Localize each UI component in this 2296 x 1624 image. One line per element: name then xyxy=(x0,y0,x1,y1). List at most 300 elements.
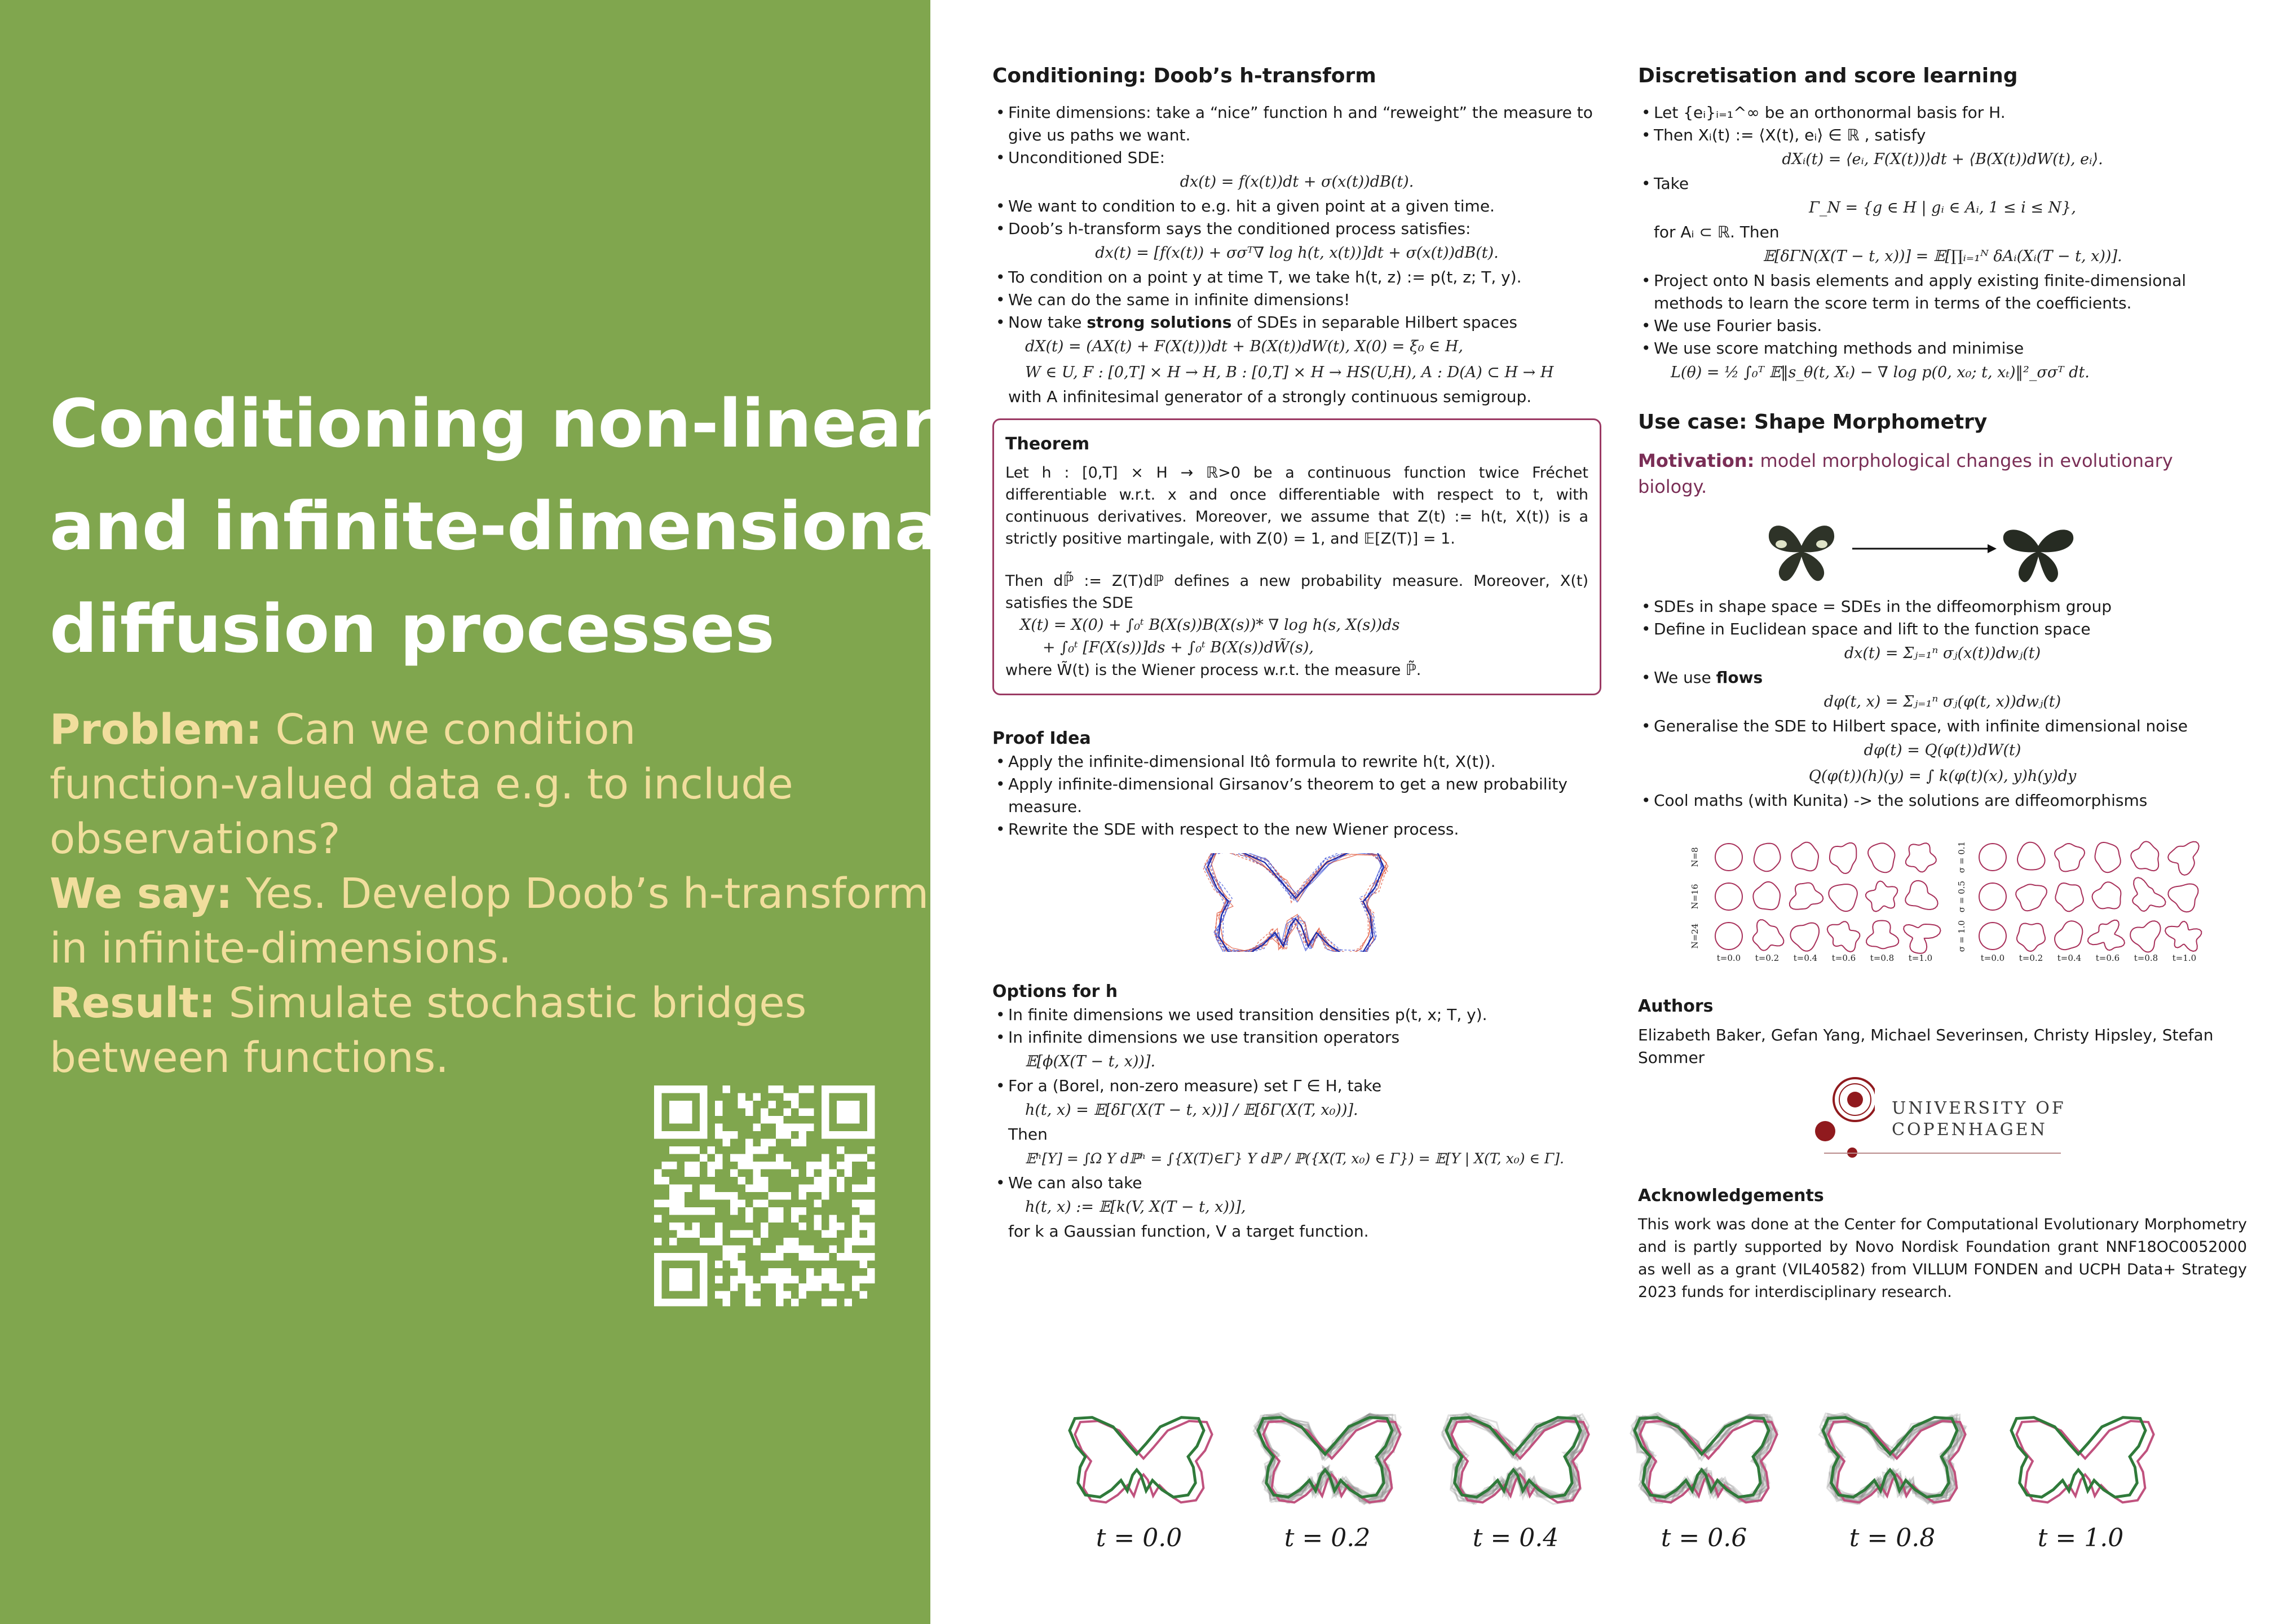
qr-module xyxy=(822,1154,829,1162)
qr-module xyxy=(791,1093,799,1101)
qr-module xyxy=(753,1162,761,1170)
qr-module xyxy=(822,1177,829,1185)
equation: L(θ) = ½ ∫₀ᵀ 𝔼‖s_θ(t, Xₜ) − ∇ log p(0, x₀; t, xₜ)‖²_σσᵀ dt. xyxy=(1671,364,2090,381)
qr-module xyxy=(806,1109,814,1116)
sample-path xyxy=(1209,853,1381,952)
qr-module xyxy=(837,1146,845,1154)
qr-module xyxy=(806,1170,814,1177)
deformed-circle xyxy=(1904,924,1941,954)
qr-module xyxy=(715,1101,723,1109)
result-text: between functions. xyxy=(50,1034,449,1082)
doob-note: with A infinitesimal generator of a strongly continuous semigroup. xyxy=(1008,387,1532,406)
qr-module xyxy=(776,1215,784,1223)
equation: dφ(t, x) = Σⱼ₌₁ⁿ σⱼ(φ(t, x))dwⱼ(t) xyxy=(1823,693,2061,710)
qr-module xyxy=(791,1101,799,1109)
qr-module xyxy=(761,1116,769,1124)
section-heading-options: Options for h xyxy=(992,982,1118,1001)
section-heading-acknowledgements: Acknowledgements xyxy=(1638,1186,1824,1206)
discretisation-text: for Aᵢ ⊂ ℝ. Then xyxy=(1654,223,1780,241)
qr-module xyxy=(677,1207,685,1215)
qr-finder xyxy=(669,1268,692,1291)
qr-module xyxy=(662,1177,670,1185)
qr-module xyxy=(814,1177,822,1185)
qr-module xyxy=(753,1185,761,1193)
qr-module xyxy=(867,1146,875,1154)
grid-sigma-label: σ = 1.0 xyxy=(1957,920,1967,952)
deformed-circle xyxy=(2017,842,2045,870)
qr-module xyxy=(860,1253,868,1261)
bridge-frame xyxy=(1631,1413,1778,1503)
deformed-circle xyxy=(2055,844,2085,872)
qr-module xyxy=(769,1116,776,1124)
qr-module xyxy=(814,1253,822,1261)
qr-module xyxy=(761,1223,769,1230)
grid-time-label: t=1.0 xyxy=(1908,953,1933,963)
qr-module xyxy=(738,1261,746,1269)
deformed-circle xyxy=(1753,920,1784,950)
qr-module xyxy=(867,1177,875,1185)
qr-module xyxy=(761,1109,769,1116)
qr-module xyxy=(822,1185,829,1193)
options-bullets xyxy=(992,1172,1601,1194)
deformed-circle xyxy=(1905,881,1938,910)
problem-label: Problem: xyxy=(50,705,262,754)
qr-module xyxy=(738,1200,746,1208)
butterfly-bridge-strip xyxy=(1049,1393,2176,1562)
grid-time-label: t=0.8 xyxy=(1870,953,1895,963)
qr-module xyxy=(776,1246,784,1254)
qr-module xyxy=(745,1207,753,1215)
qr-module xyxy=(776,1124,784,1132)
qr-module xyxy=(791,1246,799,1254)
qr-module xyxy=(867,1268,875,1276)
qr-module xyxy=(761,1162,769,1170)
problem-text: observations? xyxy=(50,815,341,863)
qr-module xyxy=(685,1170,692,1177)
qr-module xyxy=(669,1146,677,1154)
qr-module xyxy=(837,1253,845,1261)
options-note: for k a Gaussian function, V a target function. xyxy=(1008,1222,1369,1241)
arrow-head xyxy=(1988,544,1997,553)
qr-module xyxy=(669,1200,677,1208)
equation: dx(t) = [f(x(t)) + σσᵀ∇ log h(t, x(t))]dt + σ(x(t))dB(t). xyxy=(1095,244,1499,262)
qr-module xyxy=(708,1170,716,1177)
qr-module xyxy=(723,1139,731,1147)
qr-module xyxy=(723,1131,731,1139)
discretisation-bullet: • We use score matching methods and minimise xyxy=(1638,337,2247,360)
deformed-circle xyxy=(2168,842,2199,875)
result-text: Simulate stochastic bridges xyxy=(228,979,807,1027)
qr-module xyxy=(745,1154,753,1162)
qr-module xyxy=(776,1131,784,1139)
equation: 𝔼[ϕ(X(T − t, x))]. xyxy=(1025,1053,1156,1070)
column-right xyxy=(1638,62,2247,1304)
qr-module xyxy=(776,1299,784,1307)
theorem-text: Let h : [0,T] × H → ℝ>0 be a continuous function twice Fréchet differentiable w.r.t. x and once differentiable with respect to t, with continuous derivatives. Moreover, we assume that Z(t) := h(t, X(t)) is a strictly positive martingale, with Z(0) = 1, and 𝔼[Z(T)] = 1. xyxy=(1005,464,1588,548)
qr-module xyxy=(860,1261,868,1269)
qr-module xyxy=(708,1162,716,1170)
qr-module xyxy=(822,1268,829,1276)
qr-module xyxy=(692,1230,700,1238)
discretisation-bullets xyxy=(1638,102,2247,147)
doob-bullet: • Finite dimensions: take a “nice” function h and “reweight” the measure to give us paths we want. xyxy=(992,102,1601,147)
qr-module xyxy=(677,1192,685,1200)
qr-module xyxy=(860,1276,868,1284)
motivation-text: model morphological changes in evolutionary biology. xyxy=(1638,450,2173,497)
deformed-circle xyxy=(1791,842,1818,871)
qr-module xyxy=(829,1268,837,1276)
qr-module xyxy=(845,1162,853,1170)
qr-module xyxy=(776,1268,784,1276)
qr-module xyxy=(730,1276,738,1284)
qr-module xyxy=(799,1291,807,1299)
qr-module xyxy=(837,1185,845,1193)
deformed-circle xyxy=(1829,884,1857,911)
qr-module xyxy=(829,1170,837,1177)
result-label: Result: xyxy=(50,979,216,1027)
sample-shape xyxy=(1262,1415,1393,1504)
qr-module xyxy=(829,1223,837,1230)
problem-text: Can we condition xyxy=(275,705,636,754)
qr-module xyxy=(852,1215,860,1223)
qr-module xyxy=(685,1207,692,1215)
qr-module xyxy=(745,1162,753,1170)
qr-module xyxy=(654,1215,662,1223)
qr-module xyxy=(669,1192,677,1200)
qr-module xyxy=(814,1200,822,1208)
qr-module xyxy=(806,1283,814,1291)
qr-module xyxy=(708,1207,716,1215)
qr-module xyxy=(799,1109,807,1116)
qr-module xyxy=(776,1276,784,1284)
qr-module xyxy=(867,1200,875,1208)
deformed-circle xyxy=(1866,881,1898,912)
equation: X(t) = X(0) + ∫₀ᵗ B(X(s))B(X(s))* ∇ log h(s, X(s))ds xyxy=(1020,616,1400,634)
qr-module xyxy=(677,1230,685,1238)
equation: 𝔼[δΓN(X(T − t, x))] = 𝔼[∏ᵢ₌₁ᴺ δAᵢ(Xᵢ(T − t, x))]. xyxy=(1763,248,2122,265)
motivation-label: Motivation: xyxy=(1638,450,1755,471)
deformed-circle xyxy=(2130,921,2160,952)
qr-module xyxy=(677,1146,685,1154)
qr-module xyxy=(662,1200,670,1208)
qr-module xyxy=(669,1185,677,1193)
qr-module xyxy=(654,1238,662,1246)
qr-module xyxy=(845,1246,853,1254)
qr-module xyxy=(867,1185,875,1193)
section-heading-proof: Proof Idea xyxy=(992,729,1091,748)
qr-module xyxy=(806,1276,814,1284)
qr-module xyxy=(738,1268,746,1276)
deformed-circle xyxy=(2016,884,2047,911)
title-line: and infinite-dimensional xyxy=(50,487,962,565)
key-claims xyxy=(50,703,929,1085)
qr-module xyxy=(753,1238,761,1246)
equation: W ∈ U, F : [0,T] × H → H, B : [0,T] × H → HS(U,H), A : D(A) ⊂ H → H xyxy=(1025,364,1554,381)
qr-module xyxy=(692,1223,700,1230)
university-seal-icon xyxy=(1813,1076,1875,1160)
qr-module xyxy=(867,1238,875,1246)
grid-time-label: t=0.4 xyxy=(2057,953,2082,963)
qr-module xyxy=(799,1283,807,1291)
qr-module xyxy=(692,1170,700,1177)
title-line: diffusion processes xyxy=(50,590,775,668)
sample-path xyxy=(1210,853,1383,952)
qr-module xyxy=(784,1268,792,1276)
qr-module xyxy=(715,1162,723,1170)
equation: dx(t) = f(x(t))dt + σ(x(t))dB(t). xyxy=(1180,173,1414,191)
qr-module xyxy=(761,1200,769,1208)
qr-module xyxy=(806,1246,814,1254)
bottom-time-label: t = 0.6 xyxy=(1661,1524,1747,1552)
qr-module xyxy=(776,1207,784,1215)
qr-module xyxy=(860,1207,868,1215)
doob-bullet: • Unconditioned SDE: xyxy=(992,147,1601,169)
qr-module xyxy=(700,1192,708,1200)
acknowledgements-text: This work was done at the Center for Computational Evolutionary Morphometry and is partly supported by Novo Nordisk Foundation grant NNF18OC0052000 as well as a grant (VIL40582) from VILLUM FONDEN and UCPH Data+ Strategy 2023 funds for interdisciplinary research. xyxy=(1638,1216,2247,1301)
qr-module xyxy=(860,1185,868,1193)
theorem-text: Then dℙ̃ := Z(T)dℙ defines a new probability measure. Moreover, X(t) satisfies the SDE xyxy=(1005,572,1588,612)
deformed-circle xyxy=(2132,877,2166,911)
qr-module xyxy=(654,1177,662,1185)
grid-time-label: t=0.2 xyxy=(2019,953,2043,963)
qr-module xyxy=(867,1207,875,1215)
qr-module xyxy=(814,1185,822,1193)
wesay-label: We say: xyxy=(50,870,233,918)
deformed-circle xyxy=(1715,923,1742,950)
qr-module xyxy=(769,1253,776,1261)
qr-module xyxy=(860,1238,868,1246)
qr-module xyxy=(799,1253,807,1261)
qr-module xyxy=(730,1200,738,1208)
qr-module xyxy=(677,1185,685,1193)
qr-module xyxy=(738,1230,746,1238)
bridge-frame xyxy=(1819,1413,1966,1504)
equation: + ∫₀ᵗ [F(X(s))]ds + ∫₀ᵗ B(X(s))dW̃(s), xyxy=(1043,639,1314,656)
deformed-circle xyxy=(1868,843,1895,872)
qr-module xyxy=(715,1131,723,1139)
grid-time-label: t=0.6 xyxy=(2095,953,2120,963)
qr-module xyxy=(799,1124,807,1132)
section-heading-doob: Conditioning: Doob’s h-transform xyxy=(992,64,1376,87)
grid-time-label: t=1.0 xyxy=(2172,953,2197,963)
qr-module xyxy=(677,1200,685,1208)
qr-module xyxy=(761,1139,769,1147)
qr-module xyxy=(662,1162,670,1170)
deformed-circle xyxy=(1827,921,1860,952)
doob-bullets xyxy=(992,102,1601,169)
equation: 𝔼ʰ[Y] = ∫Ω Y dℙʰ = ∫{X(T)∈Γ} Y dℙ / ℙ({X(T, x₀) ∈ Γ}) = 𝔼[Y | X(T, x₀) ∈ Γ]. xyxy=(1025,1150,1564,1167)
deformed-circle xyxy=(1753,882,1780,910)
qr-module xyxy=(769,1162,776,1170)
equation: h(t, x) := 𝔼[k(V, X(T − t, x))], xyxy=(1025,1198,1246,1216)
equation: dφ(t) = Q(φ(t))dW(t) xyxy=(1864,742,2021,759)
qr-module xyxy=(730,1131,738,1139)
qr-module xyxy=(769,1276,776,1284)
qr-module xyxy=(806,1124,814,1132)
logo-rule xyxy=(1824,1153,2061,1154)
options-bullet: • We can also take xyxy=(992,1172,1601,1194)
qr-module xyxy=(708,1238,716,1246)
sample-shape xyxy=(1262,1414,1394,1503)
qr-module xyxy=(791,1215,799,1223)
qr-code[interactable] xyxy=(648,1083,880,1308)
qr-module xyxy=(715,1124,723,1132)
qr-module xyxy=(753,1124,761,1132)
doob-bullet: • We want to condition to e.g. hit a given point at a given time. xyxy=(992,195,1601,218)
deformed-circle xyxy=(2017,924,2045,952)
qr-module xyxy=(867,1276,875,1284)
qr-module xyxy=(723,1253,731,1261)
grid-sigma-label: σ = 0.5 xyxy=(1957,880,1967,913)
qr-module xyxy=(829,1215,837,1223)
qr-module xyxy=(745,1215,753,1223)
qr-module xyxy=(776,1283,784,1291)
deformed-circle xyxy=(2092,882,2121,908)
sample-path xyxy=(1207,853,1381,952)
qr-module xyxy=(829,1283,837,1291)
qr-module xyxy=(730,1192,738,1200)
qr-module xyxy=(669,1223,677,1230)
sample-path xyxy=(1206,853,1383,952)
doob-bullets xyxy=(992,266,1601,334)
qr-module xyxy=(791,1170,799,1177)
qr-module xyxy=(761,1276,769,1284)
equation: dX(t) = (AX(t) + F(X(t)))dt + B(X(t))dW(t), X(0) = ξ₀ ∈ H, xyxy=(1025,338,1463,355)
qr-module xyxy=(799,1085,807,1093)
qr-module xyxy=(700,1154,708,1162)
discretisation-bullet: • Then Xᵢ(t) := ⟨X(t), eᵢ⟩ ∈ ℝ , satisfy xyxy=(1638,124,2247,147)
qr-module xyxy=(814,1276,822,1284)
qr-module xyxy=(852,1154,860,1162)
qr-module xyxy=(745,1276,753,1284)
bottom-time-label: t = 0.4 xyxy=(1472,1524,1559,1552)
theorem-box xyxy=(992,418,1601,695)
proof-bullet: • Apply infinite-dimensional Girsanov’s theorem to get a new probability measure. xyxy=(992,773,1601,818)
deformed-circle xyxy=(2055,883,2083,911)
qr-module xyxy=(708,1146,716,1154)
grid-time-label: t=0.0 xyxy=(1716,953,1741,963)
qr-module xyxy=(753,1177,761,1185)
qr-module xyxy=(753,1146,761,1154)
qr-finder xyxy=(837,1101,860,1124)
qr-module xyxy=(822,1192,829,1200)
options-bullet: • In finite dimensions we used transition densities p(t, x; T, y). xyxy=(992,1004,1601,1026)
equation: Q(φ(t))(h)(y) = ∫ k(φ(t)(x), y)h(y)dy xyxy=(1808,767,2077,785)
qr-module xyxy=(776,1192,784,1200)
university-name-line2: COPENHAGEN xyxy=(1892,1120,2047,1140)
qr-module xyxy=(776,1162,784,1170)
wesay-text: Yes. Develop Doob’s h-transform xyxy=(246,870,929,918)
column-left xyxy=(992,62,1601,1243)
theorem-heading: Theorem xyxy=(1005,434,1090,454)
discretisation-bullets xyxy=(1638,270,2247,360)
qr-module xyxy=(745,1139,753,1147)
equation: h(t, x) = 𝔼[δΓ(X(T − t, x))] / 𝔼[δΓ(X(T, x₀))]. xyxy=(1025,1101,1358,1119)
qr-module xyxy=(822,1276,829,1284)
qr-module xyxy=(829,1230,837,1238)
bridge-frame xyxy=(2011,1418,2154,1503)
qr-module xyxy=(753,1200,761,1208)
qr-module xyxy=(784,1162,792,1170)
qr-module xyxy=(784,1124,792,1132)
qr-module xyxy=(730,1261,738,1269)
theorem-text: where W̃(t) is the Wiener process w.r.t. the measure ℙ̃. xyxy=(1005,661,1421,679)
qr-module xyxy=(799,1207,807,1215)
qr-module xyxy=(745,1230,753,1238)
qr-module xyxy=(791,1139,799,1147)
qr-module xyxy=(845,1253,853,1261)
qr-module xyxy=(784,1291,792,1299)
qr-module xyxy=(860,1154,868,1162)
qr-module xyxy=(761,1185,769,1193)
qr-module xyxy=(776,1291,784,1299)
qr-module xyxy=(669,1207,677,1215)
qr-module xyxy=(837,1177,845,1185)
mean-path xyxy=(1208,853,1384,952)
deformed-circle xyxy=(1866,921,1898,949)
qr-module xyxy=(860,1291,868,1299)
qr-module xyxy=(845,1299,853,1307)
title-line: Conditioning non-linear xyxy=(50,385,935,462)
qr-module xyxy=(654,1200,662,1208)
qr-module xyxy=(799,1131,807,1139)
qr-module xyxy=(806,1185,814,1193)
qr-module xyxy=(784,1109,792,1116)
qr-module xyxy=(799,1192,807,1200)
options-then: Then xyxy=(1008,1125,1048,1144)
doob-bullet-bold: strong solutions xyxy=(1087,313,1232,332)
qr-module xyxy=(745,1101,753,1109)
qr-module xyxy=(852,1276,860,1284)
qr-module xyxy=(776,1154,784,1162)
qr-module xyxy=(700,1238,708,1246)
qr-module xyxy=(715,1261,723,1269)
sample-path xyxy=(1203,853,1388,952)
qr-module xyxy=(867,1230,875,1238)
qr-module xyxy=(685,1146,692,1154)
qr-module xyxy=(814,1162,822,1170)
qr-module xyxy=(715,1291,723,1299)
sample-path xyxy=(1212,853,1388,952)
deformed-circle xyxy=(1715,883,1742,910)
grid-time-label: t=0.2 xyxy=(1755,953,1780,963)
qr-module xyxy=(738,1246,746,1254)
doob-bullet-text: of SDEs in separable Hilbert spaces xyxy=(1231,313,1517,332)
grid-time-label: t=0.6 xyxy=(1831,953,1856,963)
qr-module xyxy=(730,1154,738,1162)
bridge-frame xyxy=(1070,1418,1212,1503)
qr-module xyxy=(708,1185,716,1193)
options-bullet: • For a (Borel, non-zero measure) set Γ ∈ H, take xyxy=(992,1075,1601,1097)
poster-title xyxy=(50,372,962,680)
qr-module xyxy=(738,1154,746,1162)
qr-module xyxy=(784,1276,792,1284)
options-bullets xyxy=(992,1075,1601,1097)
qr-module xyxy=(867,1162,875,1170)
qr-module xyxy=(784,1093,792,1101)
qr-module xyxy=(852,1238,860,1246)
sample-shape xyxy=(1451,1418,1584,1502)
qr-module xyxy=(685,1162,692,1170)
qr-module xyxy=(723,1291,731,1299)
qr-module xyxy=(829,1276,837,1284)
section-heading-shape: Use case: Shape Morphometry xyxy=(1638,411,1988,434)
wesay-text: in infinite-dimensions. xyxy=(50,924,512,973)
butterfly-morph-figure xyxy=(1762,512,2078,585)
discretisation-bullet: • Project onto N basis elements and apply existing finite-dimensional methods to learn the score term in terms of the coefficients. xyxy=(1638,270,2247,315)
qr-module xyxy=(769,1268,776,1276)
qr-module xyxy=(715,1192,723,1200)
